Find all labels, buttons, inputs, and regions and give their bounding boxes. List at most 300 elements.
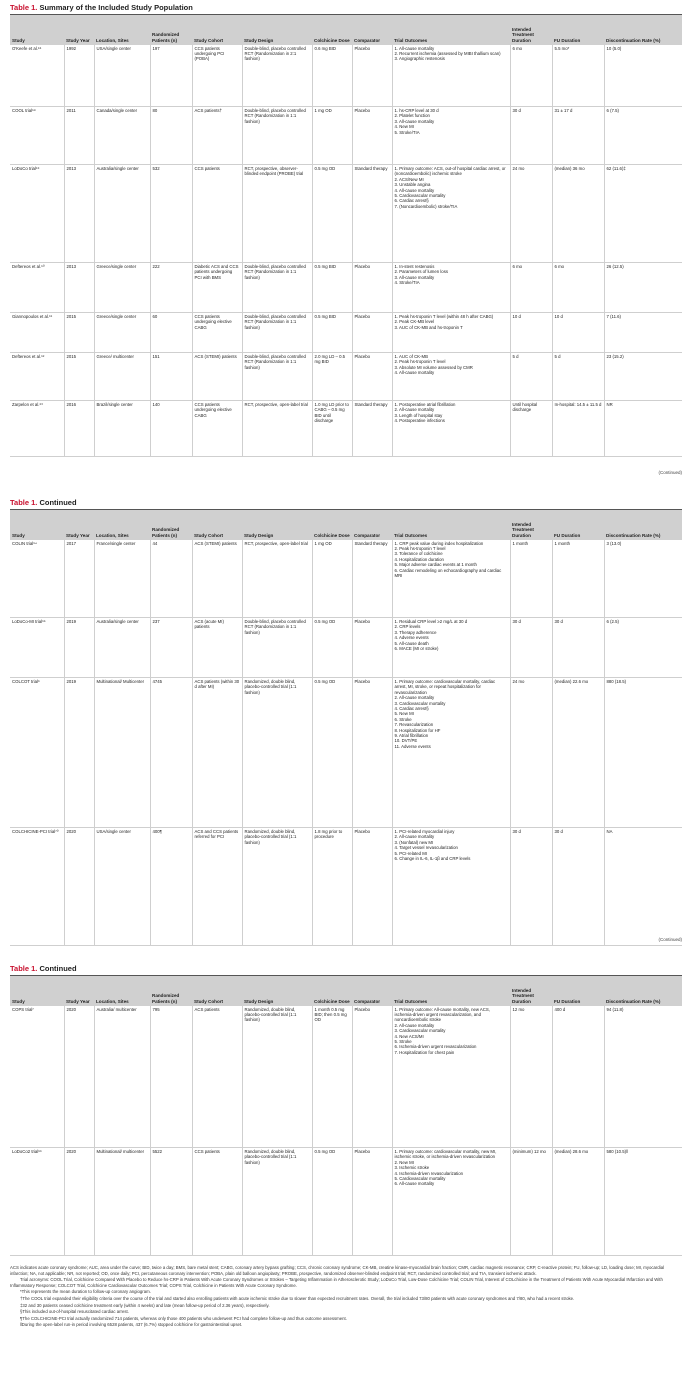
- cell-fu-duration: 5 d: [552, 353, 604, 401]
- outcome-list: [395, 679, 508, 749]
- col-header-fu-duration: FU Duration: [552, 15, 604, 45]
- col-header-comparator: Comparator: [352, 976, 392, 1006]
- outcome-list: [395, 829, 508, 861]
- cell-study-year: 2016: [64, 401, 94, 457]
- cell-location-sites: Multinational/ multicenter: [94, 1148, 150, 1256]
- cell-fu-duration: 31 ± 17 d: [552, 107, 604, 165]
- cell-randomized-patients: 197: [150, 45, 192, 107]
- cell-study-year: 2013: [64, 165, 94, 263]
- outcome-item: 2. Parameters of lumen loss: [394, 269, 448, 275]
- table-label: Table 1.: [10, 3, 38, 12]
- table-footnotes: [10, 1265, 682, 1329]
- col-header-study-cohort: Study Cohort: [192, 976, 242, 1006]
- outcome-item: 2. Peak CK-MB level: [394, 319, 435, 325]
- footnote: ‖During the open-label run-in period involving 6528 patients, 437 (6.7%) stopped colchicine for gastrointestinal upset.: [20, 1322, 243, 1328]
- outcome-item: 7. Revascularization: [394, 722, 434, 728]
- cell-trial-outcomes: [392, 263, 510, 313]
- cell-study-cohort: CCS patients undergoing elective CABG: [192, 313, 242, 353]
- outcome-item: 7. Hospitalization for chest pain: [394, 1049, 455, 1055]
- cell-randomized-patients: 532: [150, 165, 192, 263]
- cell-discontinuation-rate: 23 (15.2): [604, 353, 682, 401]
- outcome-item: 7. (Noncardioembolic) stroke/TIA: [394, 203, 458, 209]
- cell-randomized-patients: 795: [150, 1006, 192, 1148]
- outcome-list: [395, 1149, 508, 1187]
- cell-colchicine-dose: 1 month 0.5 mg BID; then 0.5 mg OD: [312, 1006, 352, 1148]
- cell-colchicine-dose: 1.8 mg prior to procedure: [312, 828, 352, 946]
- cell-randomized-patients: 237: [150, 618, 192, 678]
- col-header-colchicine-dose: Colchicine Dose: [312, 976, 352, 1006]
- outcome-list: [395, 46, 508, 62]
- cell-colchicine-dose: 0.5 mg OD: [312, 165, 352, 263]
- cell-fu-duration: (median) 28.6 mo: [552, 1148, 604, 1256]
- footnote: †The COOL trial expanded their eligibility criteria over the course of the trial and started also enrolling patients with acute ischemic stroke due to slower than expected recruitment rates. Overall, the trial included 73/80 patients with acute coronary syndromes and 7/80, who had a recent stroke.: [20, 1295, 575, 1301]
- cell-location-sites: Canada/single center: [94, 107, 150, 165]
- cell-study-design: Double-blind, placebo controlled RCT (Randomization in 1:1 fashion): [242, 618, 312, 678]
- cell-study: Zarpelon et al.⁶³: [10, 401, 64, 457]
- cell-discontinuation-rate: 6 (7.5): [604, 107, 682, 165]
- cell-study-design: Double-blind, placebo controlled RCT (Randomization in 1:1 fashion): [242, 313, 312, 353]
- cell-trial-outcomes: [392, 540, 510, 618]
- outcome-item: 2. New MI: [394, 1159, 414, 1165]
- col-header-study-design: Study Design: [242, 976, 312, 1006]
- outcome-item: 3. Therapy adherence: [394, 629, 437, 635]
- header-row: [10, 976, 682, 1006]
- cell-study: LoDoCo trial⁵⁹: [10, 165, 64, 263]
- col-header-study: Study: [10, 510, 64, 540]
- col-header-study: Study: [10, 15, 64, 45]
- outcome-item: 2. ACS/New MI: [394, 176, 424, 182]
- cell-colchicine-dose: 1.0 mg LD prior to CABG – 0.5 mg BID until discharge: [312, 401, 352, 457]
- outcome-item: 2. All-cause mortality: [394, 834, 435, 840]
- outcome-item: 10. DVT/PE: [394, 738, 418, 744]
- cell-colchicine-dose: 0.5 mg BID: [312, 313, 352, 353]
- outcome-item: 4. Target vessel revascularization: [394, 845, 458, 851]
- cell-randomized-patients: 60: [150, 313, 192, 353]
- outcome-item: 3. Unstable angina: [394, 182, 431, 188]
- outcome-item: 5. All-cause death: [394, 640, 429, 646]
- cell-study: COPS trial⁷: [10, 1006, 64, 1148]
- col-header-treatment-duration: Intended Treatment Duration: [510, 510, 552, 540]
- cell-randomized-patients: 80: [150, 107, 192, 165]
- cell-comparator: Standard therapy: [352, 540, 392, 618]
- cell-colchicine-dose: 0.5 mg OD: [312, 1148, 352, 1256]
- cell-discontinuation-rate: 94 (11.8): [604, 1006, 682, 1148]
- cell-study-cohort: ACS (STEMI) patients: [192, 540, 242, 618]
- table-row: [10, 313, 682, 353]
- col-header-study-year: Study Year: [64, 510, 94, 540]
- cell-trial-outcomes: [392, 107, 510, 165]
- outcome-item: 8. Hospitalization for HF: [394, 727, 441, 733]
- cell-fu-duration: 5.5 mo*: [552, 45, 604, 107]
- table-label: Table 1.: [10, 964, 38, 973]
- cell-comparator: Standard therapy: [352, 401, 392, 457]
- cell-study: O'Keefe et al.⁵⁶: [10, 45, 64, 107]
- outcome-item: 3. Length of hospital stay: [394, 412, 443, 418]
- cell-study-design: Double-blind, placebo controlled RCT (Randomization in 1:1 fashion): [242, 107, 312, 165]
- cell-study-year: 2015: [64, 313, 94, 353]
- table-label: Table 1.: [10, 498, 38, 507]
- outcome-item: 3. AUC of CK-MB and hs-troponin T: [394, 324, 463, 330]
- table-title-text: Summary of the Included Study Population: [39, 3, 193, 12]
- cell-discontinuation-rate: NA: [604, 828, 682, 946]
- cell-randomized-patients: 222: [150, 263, 192, 313]
- cell-trial-outcomes: [392, 618, 510, 678]
- abbreviations-note: ACS indicates acute coronary syndrome; AUC, area under the curve; BID, twice a day; BMS, bare metal stent; CABG, coronary artery bypass grafting; CCS, chronic coronary syndrome; CK-MB, creatine kinase-myocardial brain fraction; CMR, cardiac magnetic resonance; CRP, C-reactive protein; FU, follow-up; LD, loading dose; MI, myocardial infarction; NA, not applicable; NR, not reported; OD, once daily; PCI, percutaneous coronary intervention; POBA, plain old balloon angioplasty; PROBE, prospective, randomized observer-blinded endpoint trial; RCT, randomized controlled trial; and TIA, transient ischemic attack.: [10, 1265, 665, 1276]
- cell-study-year: 2011: [64, 107, 94, 165]
- cell-fu-duration: In-hospital: 14.5 ± 11.5 d: [552, 401, 604, 457]
- cell-comparator: Placebo: [352, 107, 392, 165]
- outcome-item: 5. Stroke: [394, 1038, 412, 1044]
- cell-comparator: Placebo: [352, 353, 392, 401]
- cell-trial-outcomes: [392, 401, 510, 457]
- outcome-item: 4. New ACS/MI: [394, 1033, 424, 1039]
- table-row: [10, 1148, 682, 1256]
- cell-location-sites: Australia/single center: [94, 618, 150, 678]
- cell-study-design: Double-blind, placebo controlled RCT (Randomization in 2:1 fashion): [242, 45, 312, 107]
- cell-trial-outcomes: [392, 828, 510, 946]
- col-header-treatment-duration: Intended Treatment Duration: [510, 15, 552, 45]
- col-header-colchicine-dose: Colchicine Dose: [312, 510, 352, 540]
- table-row: [10, 165, 682, 263]
- header-row: [10, 15, 682, 45]
- outcome-item: 1. PCI-related myocardial injury: [394, 829, 455, 834]
- col-header-randomized-patients: Randomized Patients (n): [150, 510, 192, 540]
- cell-study-design: Randomized, double blind, placebo-controlled trial (1:1 fashion): [242, 678, 312, 828]
- outcome-item: 4. Ischemia-driven revascularization: [394, 1170, 464, 1176]
- cell-study: LoDoCo-MI trial⁶⁵: [10, 618, 64, 678]
- col-header-discontinuation-rate: Discontinuation Rate (%): [604, 976, 682, 1006]
- cell-study: COLCHICINE-PCI trial⁷⁰: [10, 828, 64, 946]
- outcome-list: [395, 354, 508, 376]
- cell-discontinuation-rate: 62 (11.6)‡: [604, 165, 682, 263]
- cell-study-cohort: CCS patients undergoing elective CABG: [192, 401, 242, 457]
- cell-fu-duration: 6 mo: [552, 263, 604, 313]
- cell-treatment-duration: 6 mo: [510, 45, 552, 107]
- cell-randomized-patients: 400¶: [150, 828, 192, 946]
- outcome-item: 1. CRP peak value during index hospitalization: [394, 540, 484, 546]
- cell-study-year: 2020: [64, 1148, 94, 1256]
- continued-note: (Continued): [658, 470, 682, 475]
- cell-discontinuation-rate: NR: [604, 401, 682, 457]
- cell-study-year: 2015: [64, 353, 94, 401]
- cell-fu-duration: 30 d: [552, 828, 604, 946]
- cell-colchicine-dose: 0.5 mg OD: [312, 618, 352, 678]
- cell-treatment-duration: 30 d: [510, 828, 552, 946]
- cell-study-design: Randomized, double blind, placebo-controlled trial (1:1 fashion): [242, 1148, 312, 1256]
- cell-discontinuation-rate: 26 (12.5): [604, 263, 682, 313]
- cell-location-sites: Brazil/single center: [94, 401, 150, 457]
- table-row: [10, 353, 682, 401]
- cell-study-design: RCT, prospective, open-label trial: [242, 540, 312, 618]
- outcome-item: 9. Atrial fibrillation: [394, 733, 429, 739]
- col-header-location-sites: Location, Sites: [94, 976, 150, 1006]
- outcome-item: 2. Recurrent ischemia (assessed by MIBI thallium scan): [394, 50, 501, 56]
- cell-location-sites: USA/single center: [94, 828, 150, 946]
- table-title: [10, 497, 682, 509]
- cell-colchicine-dose: 1 mg OD: [312, 540, 352, 618]
- cell-location-sites: Greece/ multicenter: [94, 353, 150, 401]
- outcome-item: 1. Peak hs-troponin T level (within 48 h after CABG): [394, 314, 494, 319]
- cell-colchicine-dose: 0.6 mg BID: [312, 45, 352, 107]
- cell-fu-duration: 10 d: [552, 313, 604, 353]
- cell-treatment-duration: Until hospital discharge: [510, 401, 552, 457]
- cell-colchicine-dose: 1 mg OD: [312, 107, 352, 165]
- outcome-item: 3. Ischemic stroke: [394, 1165, 430, 1171]
- outcome-item: 4. Hospitalization duration: [394, 556, 444, 562]
- table-title-text: Continued: [39, 964, 77, 973]
- footnote: ‡32 and 30 patients ceased colchicine treatment early (within 4 weeks) and late (mean follow-up period of 2.36 years), respectively.: [20, 1302, 270, 1308]
- col-header-trial-outcomes: Trial Outcomes: [392, 510, 510, 540]
- cell-fu-duration: 30 d: [552, 618, 604, 678]
- cell-trial-outcomes: [392, 1006, 510, 1148]
- cell-study-cohort: ACS patients†: [192, 107, 242, 165]
- outcome-list: [395, 541, 508, 579]
- outcome-item: 4. Stroke/TIA: [394, 280, 420, 286]
- cell-study-cohort: ACS patients: [192, 1006, 242, 1148]
- outcome-item: 6. MACE (MI or stroke): [394, 646, 439, 652]
- col-header-study-year: Study Year: [64, 15, 94, 45]
- cell-treatment-duration: (minimum) 12 mo: [510, 1148, 552, 1256]
- outcome-item: 3. Absolute MI volume assessed by CMR: [394, 364, 473, 370]
- cell-study-year: 2019: [64, 678, 94, 828]
- cell-study-cohort: ACS (acute MI) patients: [192, 618, 242, 678]
- outcome-item: 3. All-cause mortality: [394, 274, 435, 280]
- col-header-colchicine-dose: Colchicine Dose: [312, 15, 352, 45]
- outcome-item: 2. All-cause mortality: [394, 407, 435, 413]
- cell-randomized-patients: 140: [150, 401, 192, 457]
- cell-fu-duration: 1 month: [552, 540, 604, 618]
- col-header-study-year: Study Year: [64, 976, 94, 1006]
- col-header-discontinuation-rate: Discontinuation Rate (%): [604, 15, 682, 45]
- footnote: *This represents the mean duration to follow-up coronary angiogram.: [20, 1289, 151, 1295]
- cell-treatment-duration: 1 month: [510, 540, 552, 618]
- outcome-item: 4. Cardiac arrest§: [394, 706, 429, 712]
- cell-discontinuation-rate: 7 (11.6): [604, 313, 682, 353]
- outcome-item: 2. All-cause mortality: [394, 1022, 435, 1028]
- outcome-item: 3. Angiographic restenosis: [394, 56, 445, 62]
- cell-location-sites: France/single center: [94, 540, 150, 618]
- cell-treatment-duration: 24 mo: [510, 165, 552, 263]
- outcome-item: 2. Peak hs-troponin T level: [394, 545, 446, 551]
- cell-randomized-patients: 4745: [150, 678, 192, 828]
- table-block-3: [10, 963, 682, 1256]
- col-header-fu-duration: FU Duration: [552, 976, 604, 1006]
- cell-treatment-duration: 30 d: [510, 618, 552, 678]
- table-row: [10, 828, 682, 946]
- cell-study: Deftereos et al.⁶²: [10, 353, 64, 401]
- cell-comparator: Standard therapy: [352, 165, 392, 263]
- outcome-item: 5. Stroke/TIA: [394, 129, 420, 135]
- header-row: [10, 510, 682, 540]
- outcome-item: 5. PCI-related MI: [394, 850, 427, 856]
- col-header-treatment-duration: Intended Treatment Duration: [510, 976, 552, 1006]
- col-header-study-design: Study Design: [242, 510, 312, 540]
- outcome-item: 2. All-cause mortality: [394, 695, 435, 701]
- cell-study-cohort: ACS patients (within 30 d after MI): [192, 678, 242, 828]
- cell-discontinuation-rate: 880 (18.5): [604, 678, 682, 828]
- cell-randomized-patients: 5522: [150, 1148, 192, 1256]
- cell-treatment-duration: 6 mo: [510, 263, 552, 313]
- outcome-item: 6. Cardiac remodeling on echocardiography and cardiac MRI: [394, 567, 502, 578]
- cell-colchicine-dose: 2.0 mg LD – 0.5 mg BID: [312, 353, 352, 401]
- outcome-item: 6. All-cause mortality: [394, 1181, 435, 1187]
- col-header-trial-outcomes: Trial Outcomes: [392, 976, 510, 1006]
- outcome-list: [395, 264, 508, 286]
- cell-fu-duration: (median) 36 mo: [552, 165, 604, 263]
- cell-treatment-duration: 30 d: [510, 107, 552, 165]
- outcome-item: 5. New MI: [394, 711, 414, 717]
- cell-study-design: Double-blind, placebo controlled RCT (Randomization in 1:1 fashion): [242, 353, 312, 401]
- table-row: [10, 618, 682, 678]
- outcome-item: 1. Residual CRP level ≥2 mg/L at 30 d: [394, 619, 468, 624]
- outcome-item: 3. (Nonfatal) new MI: [394, 839, 434, 845]
- cell-study: COLCOT trial⁶: [10, 678, 64, 828]
- outcome-list: [395, 619, 508, 651]
- outcome-item: 6. Ischemia-driven urgent revascularization: [394, 1044, 477, 1050]
- outcome-item: 3. Cardiovascular mortality: [394, 1028, 446, 1034]
- cell-randomized-patients: 44: [150, 540, 192, 618]
- col-header-trial-outcomes: Trial Outcomes: [392, 15, 510, 45]
- col-header-study-cohort: Study Cohort: [192, 510, 242, 540]
- trial-acronyms-note: Trial acronyms: COOL Trial, Colchicine Compared With Placebo to Reduce hs-CRP in Patients With Acute Coronary Syndromes or Strokes – Targeting Inflammation in Atherosclerotic Study; LoDoCo Trial, Low-Dose Colchicine Trial; COLIN Trial, Interest of COLchicine in the Treatment of Patients With Acute Myocardial INfarction and With Inflammatory Response; COLCOT Trial, Colchicine Cardiovascular Outcomes Trial; COPS Trial, Colchicine in Patients With Acute Coronary Syndrome.: [10, 1277, 663, 1288]
- cell-randomized-patients: 151: [150, 353, 192, 401]
- outcome-item: 4. All-cause mortality: [394, 187, 435, 193]
- cell-treatment-duration: 24 mo: [510, 678, 552, 828]
- outcome-item: 6. Change in IL-6, IL-1β and CRP levels: [394, 856, 471, 862]
- outcome-item: 1. AUC of CK-MB: [394, 354, 428, 359]
- outcome-item: 1. Primary outcome: cardiovascular mortality, cardiac arrest, MI, stroke, or repeat hospitalization for revascularization: [394, 679, 496, 695]
- cell-study-year: 2013: [64, 263, 94, 313]
- outcome-item: 1. All-cause mortality: [394, 45, 435, 51]
- cell-study-cohort: CCS patients: [192, 165, 242, 263]
- col-header-study: Study: [10, 976, 64, 1006]
- cell-comparator: Placebo: [352, 1006, 392, 1148]
- outcome-item: 3. Cardiovascular mortality: [394, 700, 446, 706]
- cell-treatment-duration: 10 d: [510, 313, 552, 353]
- outcome-item: 1. In-stent restenosis: [394, 264, 435, 269]
- col-header-comparator: Comparator: [352, 15, 392, 45]
- col-header-randomized-patients: Randomized Patients (n): [150, 15, 192, 45]
- outcome-item: 2. CRP levels: [394, 624, 421, 630]
- cell-discontinuation-rate: 10 (5.0): [604, 45, 682, 107]
- outcome-item: 4. Postoperative infections: [394, 418, 445, 424]
- outcome-item: 6. Stroke: [394, 716, 412, 722]
- cell-study-year: 2020: [64, 1006, 94, 1148]
- outcome-list: [395, 166, 508, 209]
- cell-comparator: Placebo: [352, 828, 392, 946]
- col-header-comparator: Comparator: [352, 510, 392, 540]
- cell-study-design: RCT, prospective, open-label trial: [242, 401, 312, 457]
- cell-study-design: Randomized, double blind, placebo-controlled trial (1:1 fashion): [242, 828, 312, 946]
- col-header-fu-duration: FU Duration: [552, 510, 604, 540]
- cell-discontinuation-rate: 6 (2.5): [604, 618, 682, 678]
- col-header-location-sites: Location, Sites: [94, 15, 150, 45]
- cell-trial-outcomes: [392, 313, 510, 353]
- cell-location-sites: USA/single center: [94, 45, 150, 107]
- table-title-text: Continued: [39, 498, 77, 507]
- outcome-item: 5. Cardiovascular mortality: [394, 193, 446, 199]
- cell-trial-outcomes: [392, 353, 510, 401]
- cell-comparator: Placebo: [352, 263, 392, 313]
- outcome-item: 2. Peak hs-troponin T level: [394, 359, 446, 365]
- table-row: [10, 263, 682, 313]
- col-header-study-design: Study Design: [242, 15, 312, 45]
- cell-comparator: Placebo: [352, 1148, 392, 1256]
- continued-note: (Continued): [658, 937, 682, 942]
- cell-study-design: Randomized, double blind, placebo-controlled trial (1:1 fashion): [242, 1006, 312, 1148]
- cell-study-year: 2019: [64, 618, 94, 678]
- table-row: [10, 107, 682, 165]
- cell-location-sites: Australia/ multicenter: [94, 1006, 150, 1148]
- cell-study: COOL trial⁵⁸: [10, 107, 64, 165]
- outcome-item: 6. Cardiac arrest§: [394, 198, 429, 204]
- outcome-list: [395, 402, 508, 424]
- cell-comparator: Placebo: [352, 678, 392, 828]
- outcome-item: 3. All-cause mortality: [394, 118, 435, 124]
- cell-trial-outcomes: [392, 45, 510, 107]
- cell-comparator: Placebo: [352, 618, 392, 678]
- cell-study: Deftereos et al.⁶⁰: [10, 263, 64, 313]
- col-header-discontinuation-rate: Discontinuation Rate (%): [604, 510, 682, 540]
- table-block-1: [10, 2, 682, 475]
- cell-study-design: RCT, prospective, observer-blinded endpoint (PROBE) trial: [242, 165, 312, 263]
- outcome-item: 1. hs-CRP level at 30 d: [394, 108, 439, 113]
- cell-comparator: Placebo: [352, 45, 392, 107]
- outcome-list: [395, 314, 508, 330]
- cell-study: Giannopoulos et al.⁶¹: [10, 313, 64, 353]
- table-row: [10, 540, 682, 618]
- table-title: [10, 2, 682, 14]
- outcome-list: [395, 108, 508, 135]
- cell-discontinuation-rate: 3 (13.0): [604, 540, 682, 618]
- outcome-item: 1. Primary outcome: ACS, out-of hospital cardiac arrest, or (noncardioembolic) ischemic stroke: [394, 166, 506, 177]
- cell-discontinuation-rate: 580 (10.5)‖: [604, 1148, 682, 1256]
- table-row: [10, 1006, 682, 1148]
- cell-study: COLIN trial⁶⁴: [10, 540, 64, 618]
- cell-study-cohort: ACS and CCS patients referred for PCI: [192, 828, 242, 946]
- cell-study-design: Double-blind, placebo controlled RCT (Randomization in 1:1 fashion): [242, 263, 312, 313]
- col-header-study-cohort: Study Cohort: [192, 15, 242, 45]
- cell-location-sites: Australia/single center: [94, 165, 150, 263]
- cell-fu-duration: 400 d: [552, 1006, 604, 1148]
- summary-table-continued: [10, 975, 682, 1256]
- outcome-item: 3. Tolerance of colchicine: [394, 551, 443, 557]
- summary-table-continued: [10, 509, 682, 946]
- outcome-item: 1. Postoperative atrial fibrillation: [394, 402, 456, 407]
- table-title: [10, 963, 682, 975]
- cell-study: LoDoCo2 trial⁶⁶: [10, 1148, 64, 1256]
- col-header-location-sites: Location, Sites: [94, 510, 150, 540]
- cell-study-cohort: CCS patients undergoing PCI (POBA): [192, 45, 242, 107]
- cell-study-cohort: CCS patients: [192, 1148, 242, 1256]
- table-row: [10, 45, 682, 107]
- footnote: ¶The COLCHICINE-PCI trial actually randomized 714 patients, whereas only those 400 patients who underwent PCI had complete follow-up and thus outcome assessment.: [20, 1315, 347, 1321]
- cell-treatment-duration: 12 mo: [510, 1006, 552, 1148]
- outcome-list: [395, 1007, 508, 1056]
- outcome-item: 1. Primary outcome: cardiovascular mortality, new MI, ischemic stroke, or ischemia-driven revascularization: [394, 1149, 497, 1160]
- cell-trial-outcomes: [392, 678, 510, 828]
- cell-study-year: 2017: [64, 540, 94, 618]
- footnote: §This included out-of-hospital resuscitated cardiac arrest.: [20, 1309, 129, 1315]
- outcome-item: 4. All-cause mortality: [394, 370, 435, 376]
- cell-colchicine-dose: 0.5 mg OD: [312, 678, 352, 828]
- cell-location-sites: Greece/single center: [94, 263, 150, 313]
- outcome-item: 5. Cardiovascular mortality: [394, 1176, 446, 1182]
- cell-colchicine-dose: 0.5 mg BID: [312, 263, 352, 313]
- col-header-randomized-patients: Randomized Patients (n): [150, 976, 192, 1006]
- cell-trial-outcomes: [392, 1148, 510, 1256]
- outcome-item: 4. New MI: [394, 124, 414, 130]
